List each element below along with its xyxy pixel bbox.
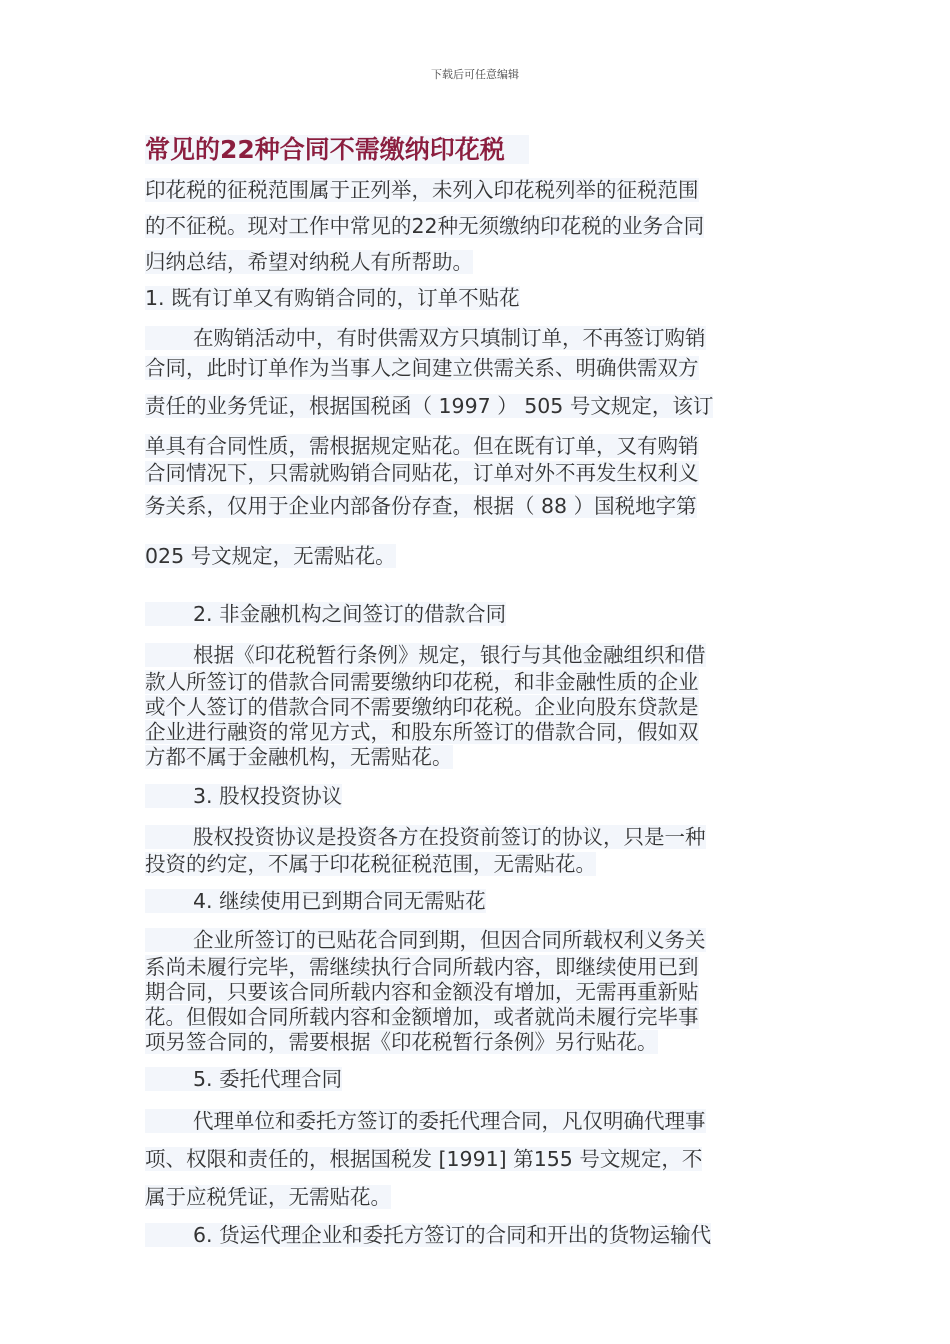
section-6-heading	[145, 1217, 810, 1253]
section-4-paragraph	[145, 925, 810, 1055]
header-note: 下载后可任意编辑	[431, 68, 519, 81]
paragraph-line: 系尚未履行完毕，需继续执行合同所载内容，即继续使用已到	[145, 955, 699, 979]
section-1-heading	[145, 280, 810, 316]
paragraph-line: 根据《印花税暂行条例》规定，银行与其他金融组织和借	[193, 643, 706, 667]
heading-text: 6. 货运代理企业和委托方签订的合同和开出的货物运输代	[193, 1223, 712, 1247]
paragraph-line: 合同情况下，只需就购销合同贴花，订单对外不再发生权利义	[145, 461, 699, 485]
section-5-paragraph	[145, 1103, 810, 1215]
heading-text: 1. 既有订单又有购销合同的，订单不贴花	[145, 286, 520, 310]
section-3-paragraph	[145, 822, 810, 877]
paragraph-line: 单具有合同性质，需根据规定贴花。但在既有订单，又有购销	[145, 434, 699, 458]
section-3-heading	[145, 776, 810, 816]
paragraph-line: 方都不属于金融机构，无需贴花。	[145, 745, 453, 769]
document-title	[145, 132, 810, 168]
paragraph-line: 务关系，仅用于企业内部备份存查，根据（ 88 ）国税地字第	[145, 494, 697, 518]
intro-line: 印花税的征税范围属于正列举，未列入印花税列举的征税范围	[145, 178, 699, 202]
paragraph-line: 项、权限和责任的，根据国税发 [1991] 第155 号文规定，不	[145, 1147, 703, 1171]
paragraph-line: 在购销活动中，有时供需双方只填制订单，不再签订购销	[193, 326, 706, 350]
heading-text: 4. 继续使用已到期合同无需贴花	[193, 889, 486, 913]
paragraph-line: 或个人签订的借款合同不需要缴纳印花税。企业向股东贷款是	[145, 695, 699, 719]
paragraph-line: 股权投资协议是投资各方在投资前签订的协议，只是一种	[193, 825, 706, 849]
section-2-heading	[145, 596, 810, 632]
paragraph-line: 企业进行融资的常见方式，和股东所签订的借款合同，假如双	[145, 720, 699, 744]
paragraph-line: 期合同，只要该合同所载内容和金额没有增加，无需再重新贴	[145, 980, 699, 1004]
paragraph-line: 企业所签订的已贴花合同到期，但因合同所载权利义务关	[193, 928, 706, 952]
paragraph-line: 025 号文规定，无需贴花。	[145, 544, 396, 568]
section-2-paragraph	[145, 640, 810, 770]
section-5-heading	[145, 1059, 810, 1099]
paragraph-line: 代理单位和委托方签订的委托代理合同，凡仅明确代理事	[193, 1109, 706, 1133]
paragraph-line: 项另签合同的，需要根据《印花税暂行条例》另行贴花。	[145, 1030, 658, 1054]
title-text: 常见的22种合同不需缴纳印花税	[145, 135, 529, 164]
intro-paragraph	[145, 172, 810, 280]
heading-text: 2. 非金融机构之间签订的借款合同	[193, 602, 507, 626]
section-1-paragraph	[145, 320, 810, 586]
paragraph-line: 责任的业务凭证，根据国税函（ 1997 ） 505 号文规定，该订	[145, 394, 714, 418]
document-body	[145, 132, 810, 1253]
section-4-heading	[145, 881, 810, 921]
paragraph-line: 合同，此时订单作为当事人之间建立供需关系、明确供需双方	[145, 356, 699, 380]
intro-line: 归纳总结，希望对纳税人有所帮助。	[145, 250, 473, 274]
paragraph-line: 投资的约定，不属于印花税征税范围，无需贴花。	[145, 852, 596, 876]
heading-text: 5. 委托代理合同	[193, 1067, 343, 1091]
paragraph-line: 款人所签订的借款合同需要缴纳印花税，和非金融性质的企业	[145, 670, 699, 694]
heading-text: 3. 股权投资协议	[193, 784, 343, 808]
intro-line: 的不征税。现对工作中常见的22种无须缴纳印花税的业务合同	[145, 214, 705, 238]
paragraph-line: 花。但假如合同所载内容和金额增加，或者就尚未履行完毕事	[145, 1005, 699, 1029]
paragraph-line: 属于应税凭证，无需贴花。	[145, 1185, 391, 1209]
